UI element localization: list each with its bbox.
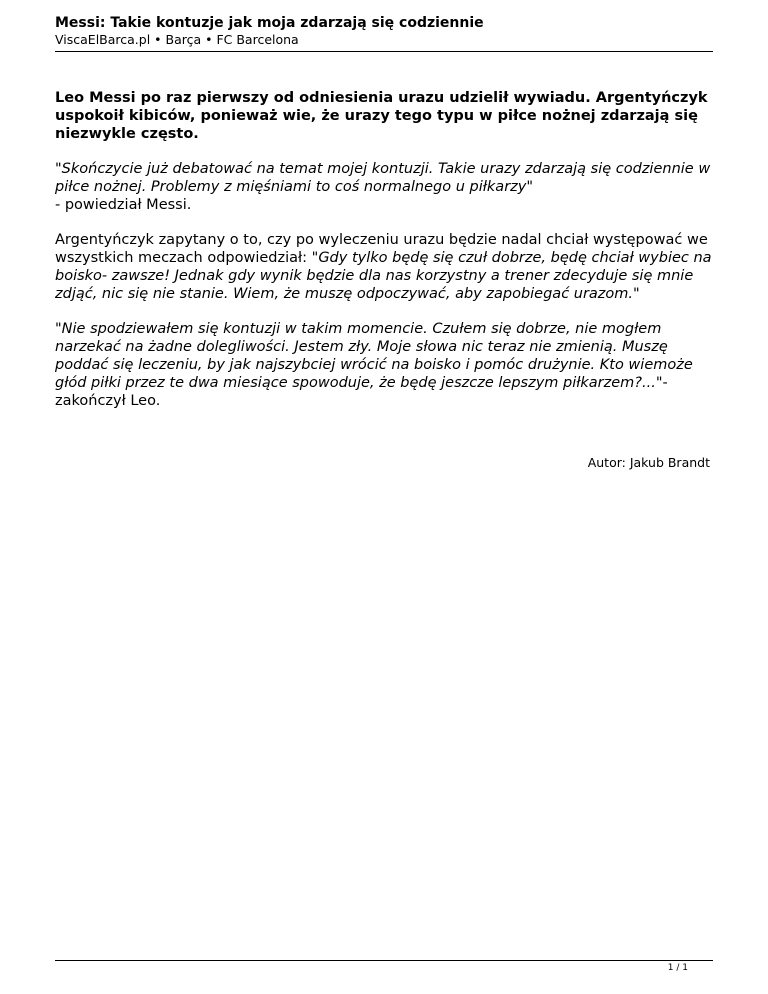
quote-text: Skończycie już debatować na temat mojej kontuzji. Takie urazy zdarzają się codziennie w piłce nożnej. Problemy z mięśniami to coś normalnego u piłkarzy (55, 161, 711, 195)
article-lead: Leo Messi po raz pierwszy od odniesienia urazu udzielił wywiadu. Argentyńczyk uspokoił kibiców, ponieważ wie, że urazy tego typu w piłce nożnej zdarzają się niezwykle często. (55, 90, 708, 142)
paragraph-text: Argentyńczyk zapytany o to, czy po wyleczeniu urazu będzie nadal chciał występować we wszystkich meczach odpowiedział: " (55, 232, 708, 266)
article-body (55, 89, 713, 427)
article-title: Messi: Takie kontuzje jak moja zdarzają się codziennie (55, 15, 484, 31)
paragraph-1 (55, 160, 713, 214)
paragraph-2 (55, 231, 713, 303)
site-breadcrumb: ViscaElBarca.pl • Barça • FC Barcelona (55, 32, 299, 47)
quote-text: Nie spodziewałem się kontuzji w takim momencie. Czułem się dobrze, nie mogłem narzekać na żadne dolegliwości. Jestem zły. Moje słowa nic teraz nie zmienią. Muszę poddać się leczeniu, by jak najszybciej wrócić na boisko i pomóc drużynie. Kto wiemoże głód piłki przez te dwa miesiące spowoduje, że będę jeszcze lepszym piłkarzem?... (55, 321, 693, 391)
page-footer (55, 960, 713, 973)
quote-open: " (55, 321, 62, 337)
page-header (55, 14, 713, 52)
quote-text: Gdy tylko będę się czuł dobrze, będę chciał wybiec na boisko- zawsze! Jednak gdy wynik będzie dla nas korzystny a trener zdecyduje się mnie zdjąć, nic się nie stanie. Wiem, że muszę odpoczywać, aby zapobiegać urazom. (55, 250, 712, 302)
quote-close: " (526, 179, 534, 195)
quote-attribution: - powiedział Messi. (55, 197, 192, 213)
quote-close: "- zakończył Leo. (55, 375, 668, 409)
quote-open: " (55, 161, 62, 177)
author-credit: Autor: Jakub Brandt (587, 455, 710, 470)
page-number: 1 / 1 (667, 963, 688, 973)
paragraph-3 (55, 320, 713, 410)
quote-close: " (633, 286, 640, 302)
